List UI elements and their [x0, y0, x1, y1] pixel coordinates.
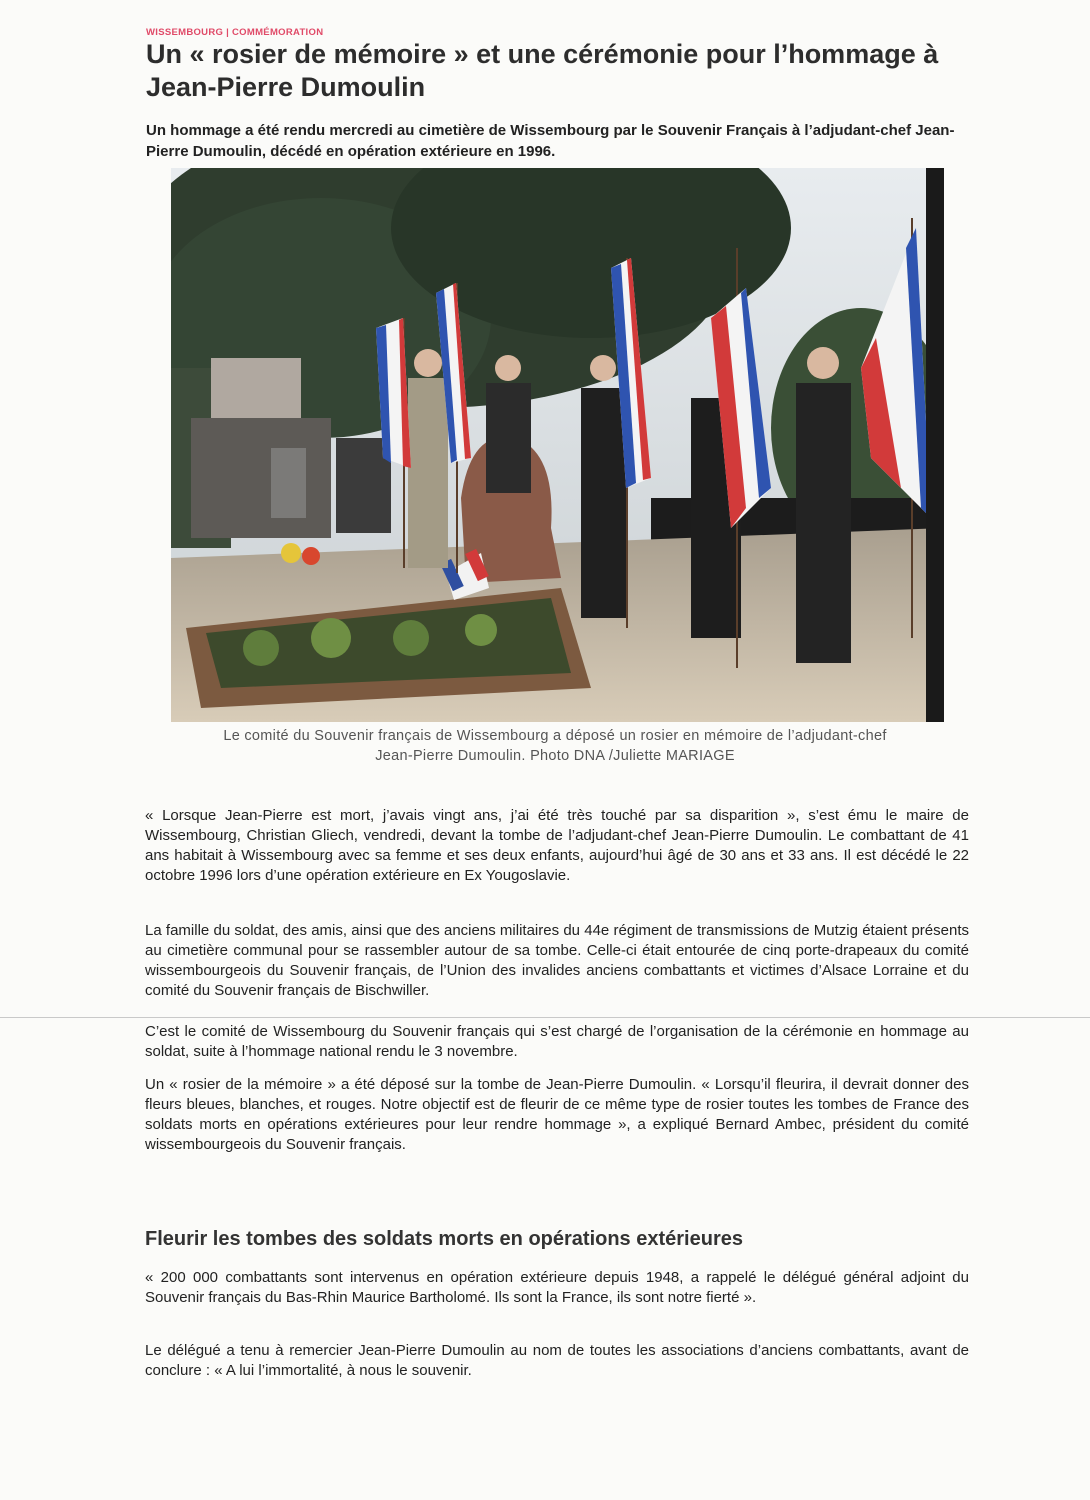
- photo-caption-line-1: Le comité du Souvenir français de Wissembourg a déposé un rosier en mémoire de l’adjudant-chef: [223, 728, 887, 744]
- photo-caption-line-2: Jean-Pierre Dumoulin. Photo DNA /Juliette MARIAGE: [375, 748, 735, 764]
- article-subheading: Fleurir les tombes des soldats morts en opérations extérieures: [145, 1228, 743, 1250]
- scan-divider-line: [0, 1017, 1090, 1018]
- ceremony-photo-illustration: [171, 168, 944, 722]
- body-paragraph-2: La famille du soldat, des amis, ainsi que des anciens militaires du 44e régiment de transmissions de Mutzig étaient présents au cimetière communal pour se rassembler autour de sa tombe. Celle-ci était entourée de cinq porte-drapeaux du comité wissembourgeois du Souvenir français, de l’Union des invalides anciens combattants et victimes d’Alsace Lorraine et du comité du Souvenir français de Bischwiller.: [145, 922, 969, 999]
- photo-caption: [120, 726, 990, 766]
- ceremony-photo: [171, 168, 944, 722]
- article-title: Un « rosier de mémoire » et une cérémonie pour l’hommage à Jean-Pierre Dumoulin: [146, 39, 939, 102]
- article-lede: Un hommage a été rendu mercredi au cimetière de Wissembourg par le Souvenir Français à l’adjudant-chef Jean-Pierre Dumoulin, décédé en opération extérieure en 1996.: [146, 122, 955, 160]
- section-kicker: WISSEMBOURG | COMMÉMORATION: [146, 27, 324, 38]
- body-paragraph-6: Le délégué a tenu à remercier Jean-Pierre Dumoulin au nom de toutes les associations d’anciens combattants, avant de conclure : « A lui l’immortalité, à nous le souvenir.: [145, 1342, 969, 1379]
- body-paragraph-1: « Lorsque Jean-Pierre est mort, j’avais vingt ans, j’ai été très touché par sa disparition », s’est ému le maire de Wissembourg, Christian Gliech, vendredi, devant la tombe de l’adjudant-chef Jean-Pierre Dumoulin. Le combattant de 41 ans habitait à Wissembourg avec sa femme et ses deux enfants, aujourd’hui âgé de 30 ans et 33 ans. Il est décédé le 22 octobre 1996 lors d’une opération extérieure en Ex Yougoslavie.: [145, 807, 969, 884]
- body-paragraph-4: Un « rosier de la mémoire » a été déposé sur la tombe de Jean-Pierre Dumoulin. « Lorsqu’il fleurira, il devrait donner des fleurs bleues, blanches, et rouges. Notre objectif est de fleurir de ce même type de rosier toutes les tombes de France des soldats morts en opérations extérieures pour leur rendre hommage », a expliqué Bernard Ambec, président du comité wissembourgeois du Souvenir français.: [145, 1076, 969, 1153]
- body-paragraph-3: C’est le comité de Wissembourg du Souvenir français qui s’est chargé de l’organisation de la cérémonie en hommage au soldat, suite à l’hommage national rendu le 3 novembre.: [145, 1023, 969, 1060]
- body-paragraph-5: « 200 000 combattants sont intervenus en opération extérieure depuis 1948, a rappelé le délégué général adjoint du Souvenir français du Bas-Rhin Maurice Bartholomé. Ils sont la France, ils sont notre fierté ».: [145, 1269, 969, 1306]
